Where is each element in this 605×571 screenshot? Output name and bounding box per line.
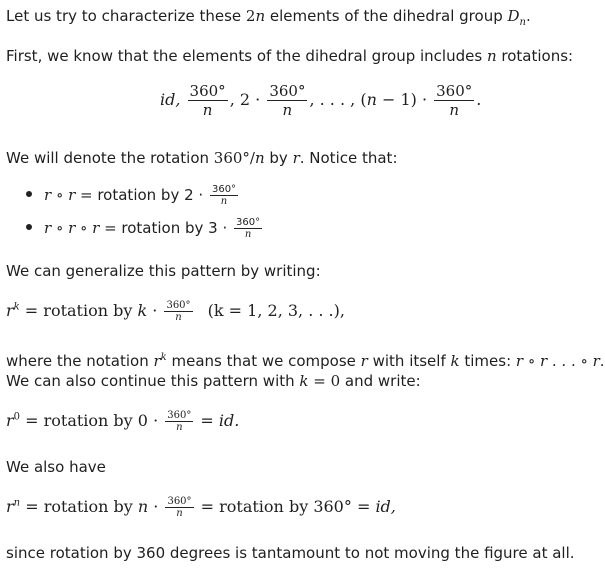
math: id, xyxy=(160,90,181,109)
paragraph-continue xyxy=(6,371,421,391)
math: ∘ xyxy=(75,219,93,237)
denominator: n xyxy=(282,101,293,119)
text: First, we know that the elements of the dihedral group includes xyxy=(6,47,487,65)
denominator: n xyxy=(202,101,213,119)
paragraph-also xyxy=(6,457,106,477)
list-item xyxy=(44,182,240,208)
text: means that we compose xyxy=(166,352,361,370)
fraction xyxy=(164,300,192,323)
math-superscript: k xyxy=(160,352,167,363)
math: r xyxy=(44,219,52,237)
math: k xyxy=(450,352,460,370)
math: r xyxy=(68,219,76,237)
text: . xyxy=(525,7,531,25)
numerator: 360° xyxy=(166,300,191,311)
text: We also have xyxy=(6,458,106,476)
text: Let us try to characterize these xyxy=(6,7,246,25)
math: . xyxy=(476,90,482,109)
denominator: n xyxy=(220,196,228,207)
text: by xyxy=(264,149,293,167)
fraction xyxy=(165,496,193,519)
numerator: 360° xyxy=(211,184,237,195)
math: r xyxy=(6,411,14,430)
math: ∘ xyxy=(51,219,69,237)
text: We can also continue this pattern with xyxy=(6,372,300,390)
equation-rotations xyxy=(160,82,481,119)
math: n xyxy=(486,47,497,65)
math: = rotation by xyxy=(19,301,138,320)
text: with itself xyxy=(367,352,451,370)
text: elements of the dihedral group xyxy=(265,7,508,25)
text: . xyxy=(599,352,605,370)
math: , . . . , ( xyxy=(309,90,367,109)
numerator: 360° xyxy=(167,496,192,507)
math: = rotation by xyxy=(20,497,138,516)
math: n xyxy=(137,497,149,516)
math: r xyxy=(292,149,300,167)
math-superscript: n xyxy=(13,497,21,509)
paragraph-denote xyxy=(6,148,398,168)
fraction xyxy=(267,82,307,119)
math: r xyxy=(6,497,14,516)
fraction xyxy=(434,82,474,119)
math: r xyxy=(68,186,76,204)
math-superscript: 0 xyxy=(13,411,21,423)
text: where the notation xyxy=(6,352,154,370)
math: − 1) · xyxy=(376,90,428,109)
math: k xyxy=(137,301,148,320)
fraction xyxy=(188,82,228,119)
text: rotation by 3 · xyxy=(121,219,228,237)
text: since rotation by 360 degrees is tantamount to not moving the figure at all. xyxy=(6,544,575,562)
text: times: xyxy=(459,352,516,370)
math: r xyxy=(153,352,161,370)
paragraph-intro xyxy=(6,6,531,33)
text: We can generalize this pattern by writing: xyxy=(6,262,321,280)
math: n xyxy=(366,90,377,109)
math: = rotation by 0 · xyxy=(20,411,159,430)
paragraph-generalize xyxy=(6,261,321,281)
math: (k = 1, 2, 3, . . .), xyxy=(207,301,345,320)
math: n xyxy=(255,7,266,25)
math-subscript: n xyxy=(519,17,526,28)
fraction xyxy=(165,410,193,433)
math: · xyxy=(148,497,159,516)
fraction xyxy=(234,217,262,240)
equation-r0 xyxy=(6,410,239,433)
math: = 0 xyxy=(308,372,341,390)
math: 360°/ xyxy=(213,149,255,167)
denominator: n xyxy=(176,508,183,519)
math: D xyxy=(507,7,520,25)
math: id. xyxy=(218,411,240,430)
list-item xyxy=(44,215,264,241)
numerator: 360° xyxy=(236,217,261,228)
text: . Notice that: xyxy=(299,149,398,167)
fraction xyxy=(210,184,238,207)
bullet-icon xyxy=(26,191,32,197)
numerator: 360° xyxy=(189,82,226,100)
math: id, xyxy=(375,497,396,516)
denominator: n xyxy=(449,101,460,119)
math: r xyxy=(360,352,368,370)
math: = xyxy=(99,219,122,237)
paragraph-conclusion xyxy=(6,543,575,563)
math: = xyxy=(75,186,98,204)
math: r xyxy=(44,186,52,204)
math: n xyxy=(254,149,265,167)
denominator: n xyxy=(176,422,183,433)
numerator: 360° xyxy=(436,82,473,100)
equation-rk xyxy=(6,300,345,323)
math: k xyxy=(299,372,309,390)
text: rotation by 2 · xyxy=(97,186,204,204)
denominator: n xyxy=(244,229,252,240)
numerator: 360° xyxy=(167,410,192,421)
math: ∘ xyxy=(51,186,69,204)
text: rotations: xyxy=(496,47,574,65)
equation-rn xyxy=(6,496,396,519)
math: r ∘ r . . . ∘ r xyxy=(515,352,600,370)
math: · xyxy=(147,301,158,320)
text: and write: xyxy=(340,372,421,390)
math: r xyxy=(6,301,14,320)
numerator: 360° xyxy=(269,82,306,100)
denominator: n xyxy=(175,312,182,323)
math: , 2 · xyxy=(229,90,261,109)
text: We will denote the rotation xyxy=(6,149,214,167)
paragraph-rotations xyxy=(6,46,573,66)
paragraph-notation xyxy=(6,348,605,371)
bullet-icon xyxy=(26,224,32,230)
math: = rotation by 360° = xyxy=(195,497,376,516)
math-superscript: k xyxy=(13,301,20,313)
math: 2 xyxy=(245,7,256,25)
math: = xyxy=(195,411,219,430)
math: r xyxy=(92,219,100,237)
